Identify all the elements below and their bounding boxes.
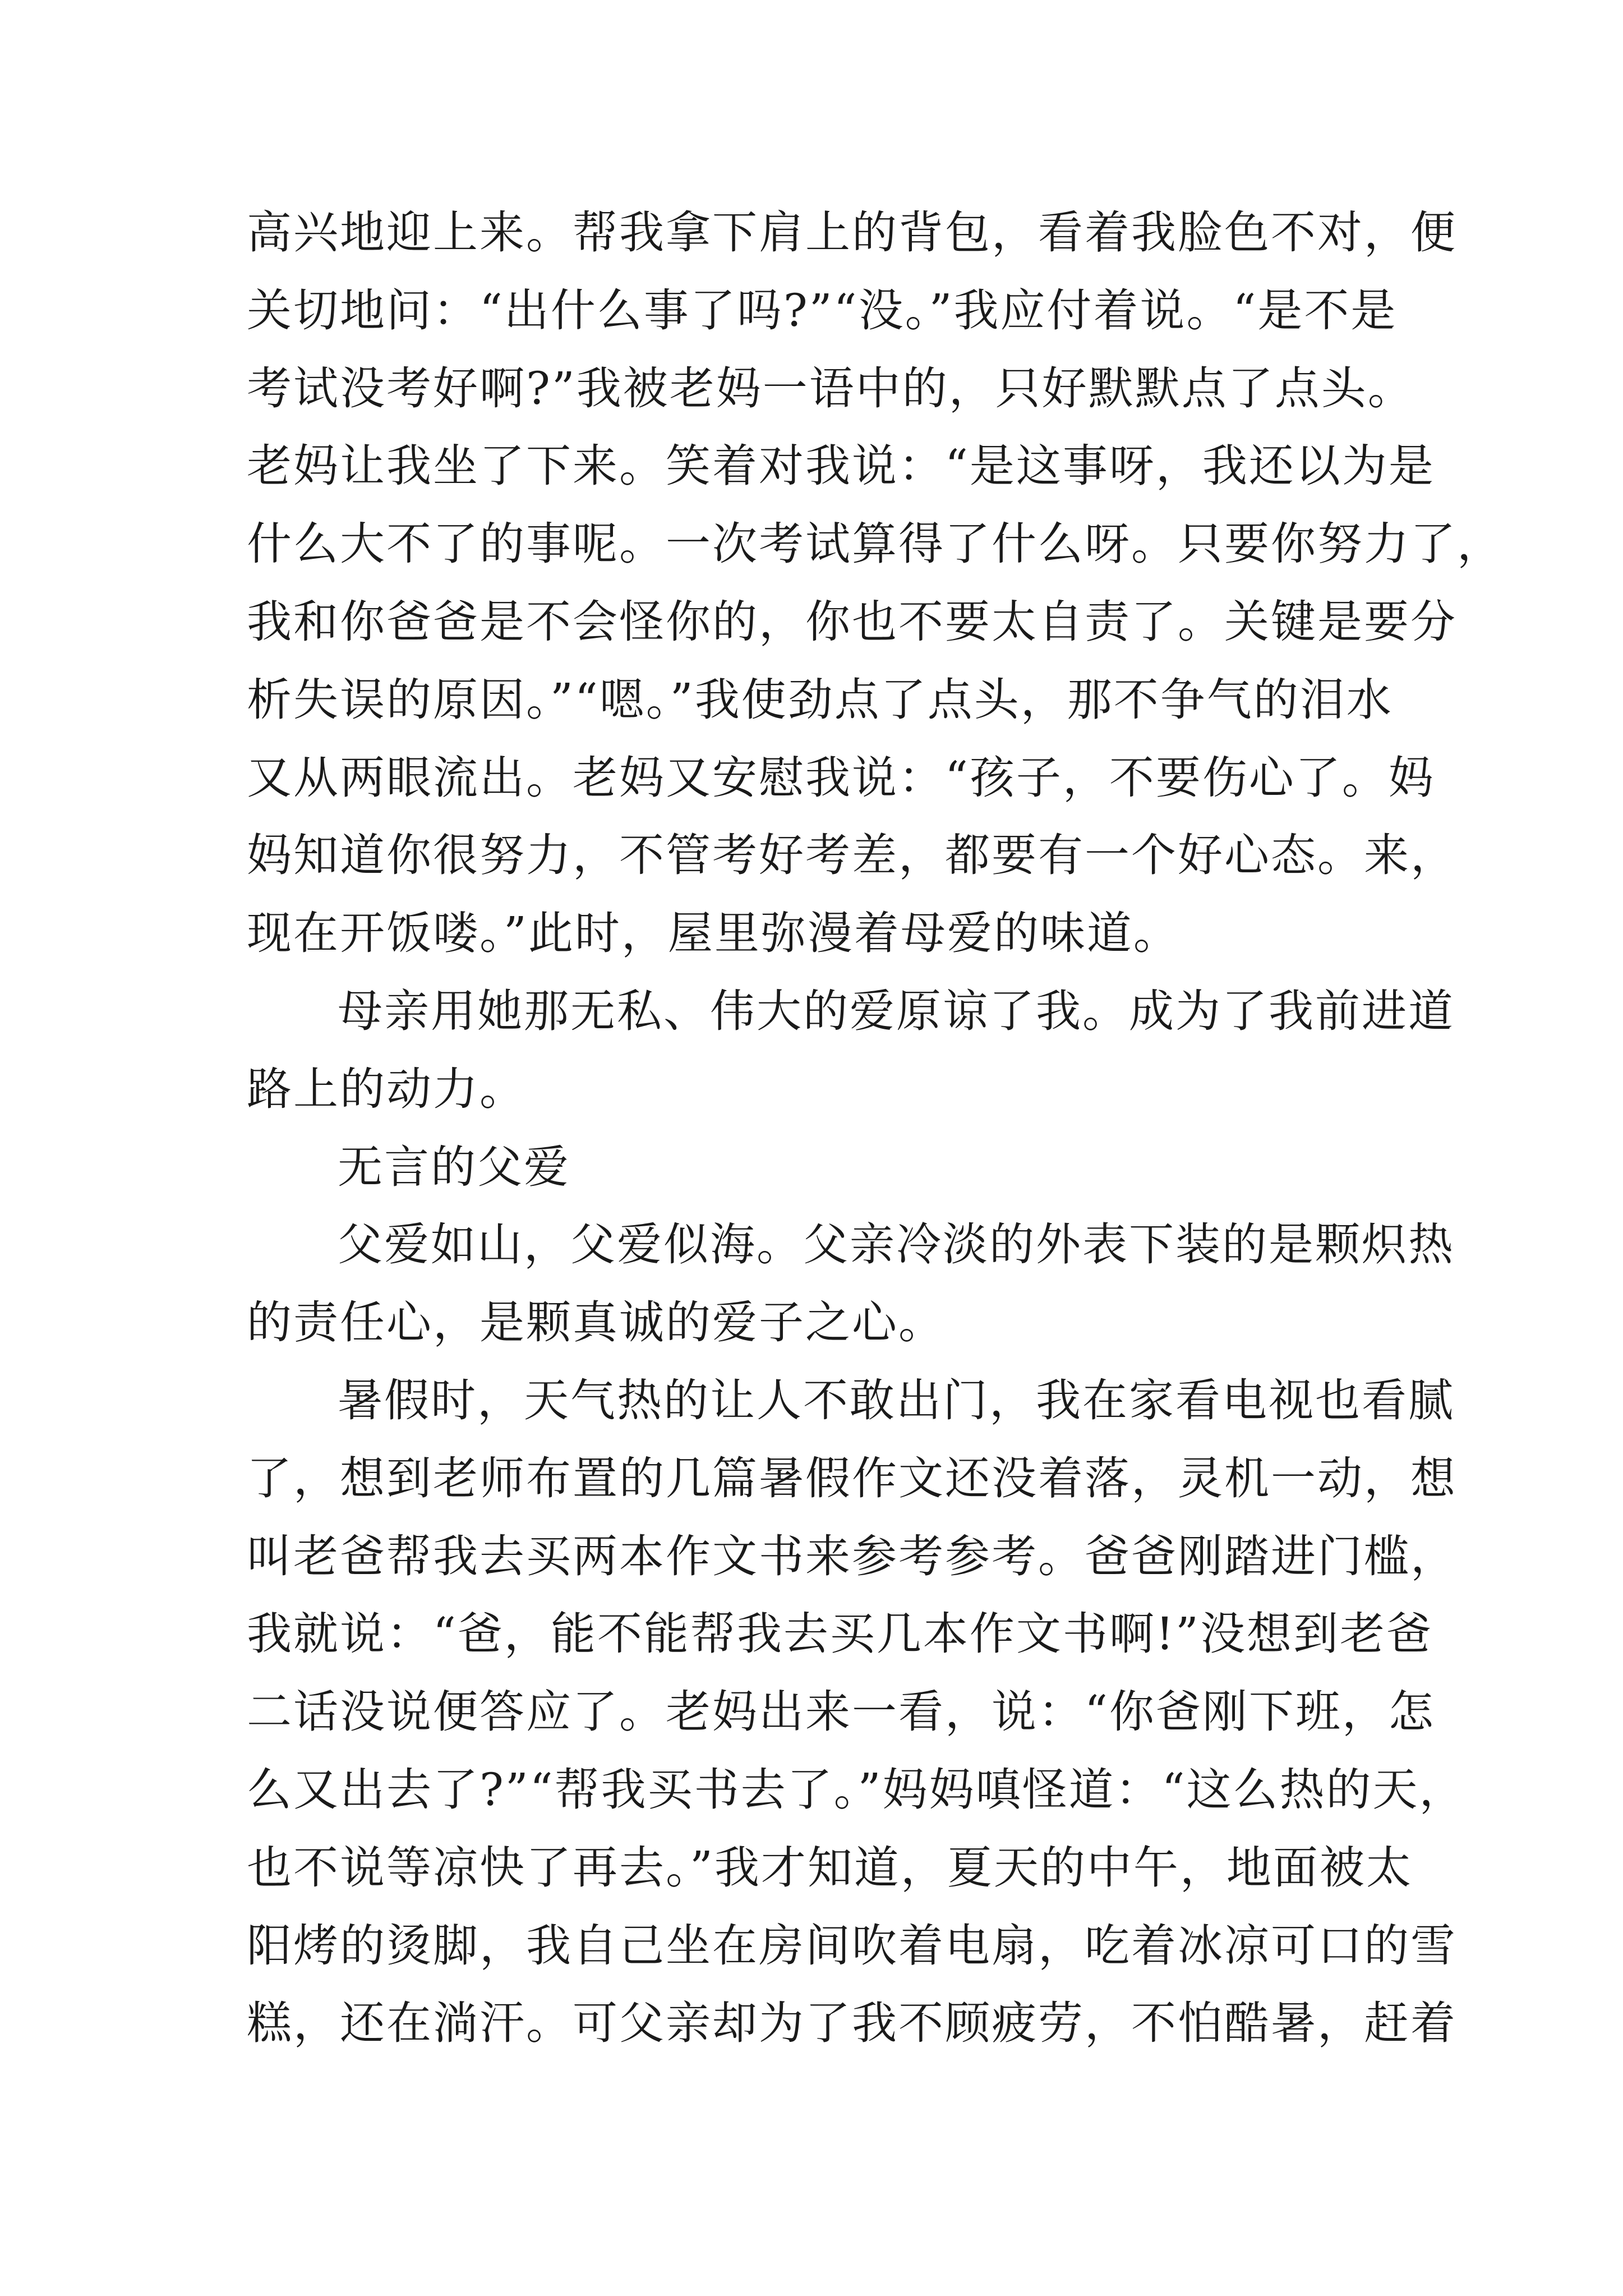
paragraph-first-line: 父爱如山，父爱似海。父亲冷淡的外表下装的是颗炽热 xyxy=(338,1218,1455,1271)
text-line: 考试没考好啊?”我被老妈一语中的，只好默默点了点头。 xyxy=(247,362,1414,415)
paragraph-first-line: 暑假时，天气热的让人不敢出门，我在家看电视也看腻 xyxy=(338,1374,1455,1427)
text-line: 糕，还在淌汗。可父亲却为了我不顾疲劳，不怕酷暑，赶着 xyxy=(247,1997,1457,2050)
text-line: 阳烤的烫脚，我自己坐在房间吹着电扇，吃着冰凉可口的雪 xyxy=(247,1919,1457,1972)
text-line: 了，想到老师布置的几篇暑假作文还没着落，灵机一动，想 xyxy=(247,1452,1457,1504)
text-line: 老妈让我坐了下来。笑着对我说：“是这事呀，我还以为是 xyxy=(247,440,1435,493)
text-line: 妈知道你很努力，不管考好考差，都要有一个好心态。来， xyxy=(247,829,1457,882)
document-body xyxy=(247,206,1504,2079)
text-line: 现在开饭喽。”此时，屋里弥漫着母爱的味道。 xyxy=(247,907,1180,960)
section-title: 无言的父爱 xyxy=(338,1140,570,1193)
text-line: 我和你爸爸是不会怪你的，你也不要太自责了。关键是要分 xyxy=(247,595,1457,648)
text-line: 关切地问：“出什么事了吗?”“没。”我应付着说。“是不是 xyxy=(247,284,1398,337)
text-line: 高兴地迎上来。帮我拿下肩上的背包，看着我脸色不对，便 xyxy=(247,206,1457,259)
text-line: 什么大不了的事呢。一次考试算得了什么呀。只要你努力了， xyxy=(247,518,1504,570)
text-line: 又从两眼流出。老妈又安慰我说：“孩子，不要伤心了。妈 xyxy=(247,751,1435,804)
text-line: 的责任心，是颗真诚的爱子之心。 xyxy=(247,1296,945,1349)
text-line: 路上的动力。 xyxy=(247,1062,526,1115)
text-line: 析失误的原因。”“嗯。”我使劲点了点头，那不争气的泪水 xyxy=(247,673,1393,726)
text-line: 也不说等凉快了再去。”我才知道，夏天的中午，地面被太 xyxy=(247,1841,1413,1894)
text-line: 叫老爸帮我去买两本作文书来参考参考。爸爸刚踏进门槛， xyxy=(247,1530,1457,1582)
text-line: 二话没说便答应了。老妈出来一看，说：“你爸刚下班，怎 xyxy=(247,1686,1435,1738)
paragraph-first-line: 母亲用她那无私、伟大的爱原谅了我。成为了我前进道 xyxy=(338,984,1455,1037)
text-line: 么又出去了?”“帮我买书去了。”妈妈嗔怪道：“这么热的天， xyxy=(247,1763,1466,1816)
text-line: 我就说：“爸，能不能帮我去买几本作文书啊!”没想到老爸 xyxy=(247,1608,1433,1660)
